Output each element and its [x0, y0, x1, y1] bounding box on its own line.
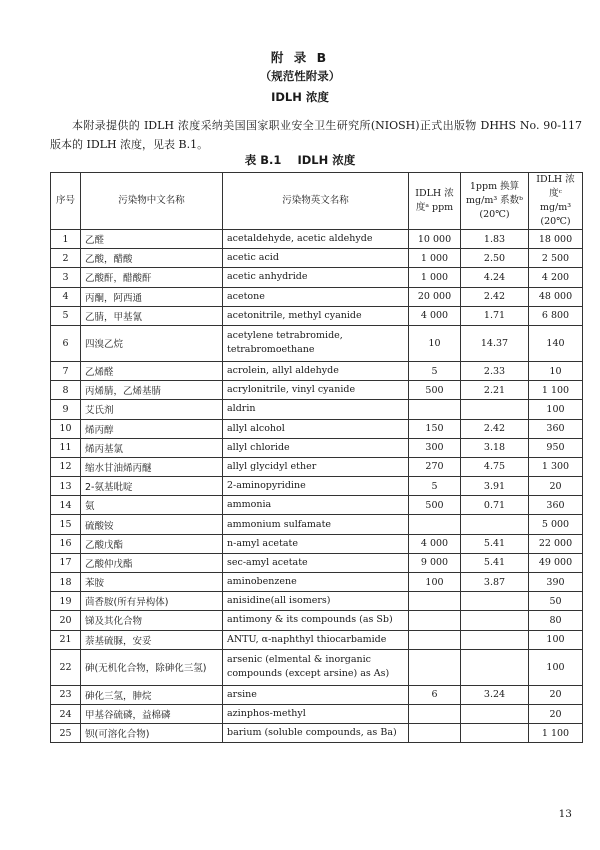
- cell-idlh-ppm: [409, 611, 461, 630]
- cell-no: 9: [51, 400, 81, 419]
- cell-idlh-mg: 20: [529, 477, 583, 496]
- cell-en-name: allyl glycidyl ether: [223, 457, 409, 476]
- cell-idlh-mg: 100: [529, 400, 583, 419]
- cell-idlh-mg: 80: [529, 611, 583, 630]
- col-header-no: 序号: [51, 173, 81, 230]
- appendix-subtitle: （规范性附录）: [259, 69, 341, 83]
- table-row: [51, 438, 583, 457]
- cell-no: 3: [51, 268, 81, 287]
- cell-idlh-ppm: 10 000: [409, 230, 461, 249]
- cell-idlh-ppm: 1 000: [409, 268, 461, 287]
- table-row: [51, 592, 583, 611]
- cell-idlh-mg: 50: [529, 592, 583, 611]
- table-row: [51, 477, 583, 496]
- cell-idlh-ppm: [409, 704, 461, 723]
- cell-no: 16: [51, 534, 81, 553]
- cell-cn-name: 艾氏剂: [81, 400, 223, 419]
- cell-idlh-mg: 6 800: [529, 306, 583, 325]
- cell-idlh-mg: 10: [529, 361, 583, 380]
- cell-factor: 2.42: [461, 419, 529, 438]
- table-row: [51, 381, 583, 400]
- cell-cn-name: 乙烯醛: [81, 361, 223, 380]
- table-row: [51, 306, 583, 325]
- cell-idlh-mg: 2 500: [529, 249, 583, 268]
- table-row: [51, 611, 583, 630]
- cell-cn-name: 砷化三氢，胂烷: [81, 685, 223, 704]
- table-row: [51, 268, 583, 287]
- cell-en-name: allyl chloride: [223, 438, 409, 457]
- cell-en-name: allyl alcohol: [223, 419, 409, 438]
- cell-no: 6: [51, 325, 81, 361]
- cell-idlh-mg: 18 000: [529, 230, 583, 249]
- cell-en-name: acetaldehyde, acetic aldehyde: [223, 230, 409, 249]
- cell-factor: 1.71: [461, 306, 529, 325]
- cell-factor: 4.24: [461, 268, 529, 287]
- intro-paragraph: 本附录提供的 IDLH 浓度采纳美国国家职业安全卫生研究所(NIOSH)正式出版物 DHHS No. 90-117 版本的 IDLH 浓度，见表 B.1。: [50, 119, 582, 151]
- cell-en-name: arsenic (elmental & inorganic compounds (except arsine) as As): [223, 649, 409, 685]
- cell-idlh-ppm: 9 000: [409, 553, 461, 572]
- table-row: [51, 361, 583, 380]
- table-body: [51, 230, 583, 743]
- cell-idlh-ppm: 6: [409, 685, 461, 704]
- cell-idlh-ppm: 20 000: [409, 287, 461, 306]
- cell-idlh-mg: 100: [529, 630, 583, 649]
- col-header-factor: 1ppm 换算 mg/m³ 系数ᵇ (20℃): [461, 173, 529, 230]
- cell-idlh-ppm: 270: [409, 457, 461, 476]
- cell-cn-name: 乙酸仲戊酯: [81, 553, 223, 572]
- cell-idlh-ppm: [409, 515, 461, 534]
- cell-factor: [461, 592, 529, 611]
- idlh-table: [50, 172, 583, 743]
- cell-en-name: acetic acid: [223, 249, 409, 268]
- table-row: [51, 515, 583, 534]
- cell-idlh-mg: 1 100: [529, 381, 583, 400]
- cell-factor: 4.75: [461, 457, 529, 476]
- col-header-en: 污染物英文名称: [223, 173, 409, 230]
- cell-idlh-ppm: 10: [409, 325, 461, 361]
- cell-no: 2: [51, 249, 81, 268]
- cell-idlh-ppm: [409, 724, 461, 743]
- cell-factor: [461, 400, 529, 419]
- cell-factor: 0.71: [461, 496, 529, 515]
- cell-idlh-mg: 950: [529, 438, 583, 457]
- cell-factor: 5.41: [461, 534, 529, 553]
- cell-en-name: acrolein, allyl aldehyde: [223, 361, 409, 380]
- cell-no: 17: [51, 553, 81, 572]
- cell-en-name: arsine: [223, 685, 409, 704]
- cell-en-name: sec-amyl acetate: [223, 553, 409, 572]
- table-row: [51, 704, 583, 723]
- cell-cn-name: 甲基谷硫磷，益棉磷: [81, 704, 223, 723]
- cell-en-name: aminobenzene: [223, 573, 409, 592]
- cell-idlh-ppm: [409, 649, 461, 685]
- table-caption-title: IDLH 浓度: [297, 153, 356, 167]
- cell-factor: [461, 649, 529, 685]
- table-row: [51, 534, 583, 553]
- cell-en-name: acrylonitrile, vinyl cyanide: [223, 381, 409, 400]
- cell-idlh-ppm: [409, 630, 461, 649]
- cell-no: 23: [51, 685, 81, 704]
- cell-idlh-mg: 22 000: [529, 534, 583, 553]
- cell-idlh-mg: 49 000: [529, 553, 583, 572]
- cell-no: 18: [51, 573, 81, 592]
- cell-cn-name: 乙酸酐，醋酸酐: [81, 268, 223, 287]
- cell-idlh-ppm: 5: [409, 361, 461, 380]
- cell-cn-name: 烯丙醇: [81, 419, 223, 438]
- cell-en-name: antimony & its compounds (as Sb): [223, 611, 409, 630]
- cell-cn-name: 乙酸，醋酸: [81, 249, 223, 268]
- cell-cn-name: 苯胺: [81, 573, 223, 592]
- cell-idlh-ppm: 5: [409, 477, 461, 496]
- cell-no: 11: [51, 438, 81, 457]
- cell-no: 20: [51, 611, 81, 630]
- cell-no: 14: [51, 496, 81, 515]
- cell-cn-name: 氨: [81, 496, 223, 515]
- table-row: [51, 230, 583, 249]
- cell-en-name: acetic anhydride: [223, 268, 409, 287]
- cell-idlh-mg: 360: [529, 419, 583, 438]
- col-header-idlh-mg: IDLH 浓度ᶜ mg/m³ (20℃): [529, 173, 583, 230]
- cell-idlh-mg: 140: [529, 325, 583, 361]
- cell-idlh-mg: 1 300: [529, 457, 583, 476]
- cell-en-name: acetonitrile, methyl cyanide: [223, 306, 409, 325]
- cell-factor: 2.42: [461, 287, 529, 306]
- cell-no: 19: [51, 592, 81, 611]
- cell-factor: 3.87: [461, 573, 529, 592]
- cell-cn-name: 丙酮，阿西通: [81, 287, 223, 306]
- table-caption: [0, 152, 600, 168]
- table-row: [51, 724, 583, 743]
- page-number: 13: [558, 808, 572, 820]
- cell-cn-name: 缩水甘油烯丙醚: [81, 457, 223, 476]
- cell-no: 5: [51, 306, 81, 325]
- cell-factor: [461, 611, 529, 630]
- cell-idlh-mg: 20: [529, 685, 583, 704]
- cell-idlh-ppm: 500: [409, 496, 461, 515]
- cell-en-name: acetone: [223, 287, 409, 306]
- cell-idlh-ppm: [409, 592, 461, 611]
- cell-en-name: ammonium sulfamate: [223, 515, 409, 534]
- cell-idlh-mg: 20: [529, 704, 583, 723]
- cell-no: 12: [51, 457, 81, 476]
- cell-factor: 2.50: [461, 249, 529, 268]
- table-row: [51, 553, 583, 572]
- cell-no: 24: [51, 704, 81, 723]
- appendix-topic: IDLH 浓度: [271, 90, 329, 104]
- cell-no: 4: [51, 287, 81, 306]
- table-row: [51, 287, 583, 306]
- cell-idlh-ppm: [409, 400, 461, 419]
- table-row: [51, 419, 583, 438]
- cell-cn-name: 乙酸戊酯: [81, 534, 223, 553]
- cell-cn-name: 锑及其化合物: [81, 611, 223, 630]
- cell-factor: 2.33: [461, 361, 529, 380]
- col-header-cn: 污染物中文名称: [81, 173, 223, 230]
- cell-cn-name: 钡(可溶化合物): [81, 724, 223, 743]
- table-row: [51, 496, 583, 515]
- cell-cn-name: 丙烯腈，乙烯基腈: [81, 381, 223, 400]
- cell-idlh-ppm: 500: [409, 381, 461, 400]
- cell-idlh-ppm: 4 000: [409, 306, 461, 325]
- cell-idlh-mg: 4 200: [529, 268, 583, 287]
- cell-en-name: acetylene tetrabromide, tetrabromoethane: [223, 325, 409, 361]
- table-caption-label: 表 B.1: [244, 153, 282, 167]
- table-row: [51, 249, 583, 268]
- cell-factor: [461, 724, 529, 743]
- cell-no: 8: [51, 381, 81, 400]
- cell-factor: [461, 704, 529, 723]
- cell-no: 10: [51, 419, 81, 438]
- cell-no: 7: [51, 361, 81, 380]
- table-row: [51, 400, 583, 419]
- cell-idlh-ppm: 100: [409, 573, 461, 592]
- table-header-row: [51, 173, 583, 230]
- cell-idlh-ppm: 150: [409, 419, 461, 438]
- cell-no: 21: [51, 630, 81, 649]
- cell-cn-name: 乙醛: [81, 230, 223, 249]
- cell-en-name: n-amyl acetate: [223, 534, 409, 553]
- cell-factor: 5.41: [461, 553, 529, 572]
- cell-en-name: ANTU, α-naphthyl thiocarbamide: [223, 630, 409, 649]
- cell-factor: 1.83: [461, 230, 529, 249]
- cell-no: 15: [51, 515, 81, 534]
- cell-cn-name: 硫酸铵: [81, 515, 223, 534]
- cell-cn-name: 砷(无机化合物，除砷化三氢): [81, 649, 223, 685]
- cell-en-name: ammonia: [223, 496, 409, 515]
- cell-factor: 3.24: [461, 685, 529, 704]
- cell-cn-name: 烯丙基氯: [81, 438, 223, 457]
- cell-factor: 3.18: [461, 438, 529, 457]
- table-row: [51, 573, 583, 592]
- cell-cn-name: 2-氨基吡啶: [81, 477, 223, 496]
- cell-en-name: 2-aminopyridine: [223, 477, 409, 496]
- cell-idlh-mg: 5 000: [529, 515, 583, 534]
- table-row: [51, 649, 583, 685]
- cell-no: 25: [51, 724, 81, 743]
- cell-idlh-ppm: 1 000: [409, 249, 461, 268]
- col-header-idlh-ppm: IDLH 浓度ᵃ ppm: [409, 173, 461, 230]
- cell-cn-name: 乙腈，甲基氰: [81, 306, 223, 325]
- cell-idlh-mg: 1 100: [529, 724, 583, 743]
- cell-idlh-mg: 360: [529, 496, 583, 515]
- table-row: [51, 685, 583, 704]
- cell-factor: 14.37: [461, 325, 529, 361]
- cell-idlh-ppm: 4 000: [409, 534, 461, 553]
- cell-factor: [461, 630, 529, 649]
- cell-idlh-mg: 100: [529, 649, 583, 685]
- appendix-title: 附 录 B: [270, 50, 330, 65]
- cell-idlh-mg: 390: [529, 573, 583, 592]
- cell-cn-name: 四溴乙烷: [81, 325, 223, 361]
- cell-no: 13: [51, 477, 81, 496]
- cell-en-name: barium (soluble compounds, as Ba): [223, 724, 409, 743]
- cell-no: 22: [51, 649, 81, 685]
- table-row: [51, 630, 583, 649]
- cell-cn-name: 茴香胺(所有异构体): [81, 592, 223, 611]
- cell-idlh-ppm: 300: [409, 438, 461, 457]
- table-row: [51, 325, 583, 361]
- table-row: [51, 457, 583, 476]
- cell-no: 1: [51, 230, 81, 249]
- cell-en-name: anisidine(all isomers): [223, 592, 409, 611]
- cell-factor: 3.91: [461, 477, 529, 496]
- cell-factor: 2.21: [461, 381, 529, 400]
- cell-factor: [461, 515, 529, 534]
- cell-idlh-mg: 48 000: [529, 287, 583, 306]
- cell-cn-name: 萘基硫脲，安妥: [81, 630, 223, 649]
- cell-en-name: aldrin: [223, 400, 409, 419]
- cell-en-name: azinphos-methyl: [223, 704, 409, 723]
